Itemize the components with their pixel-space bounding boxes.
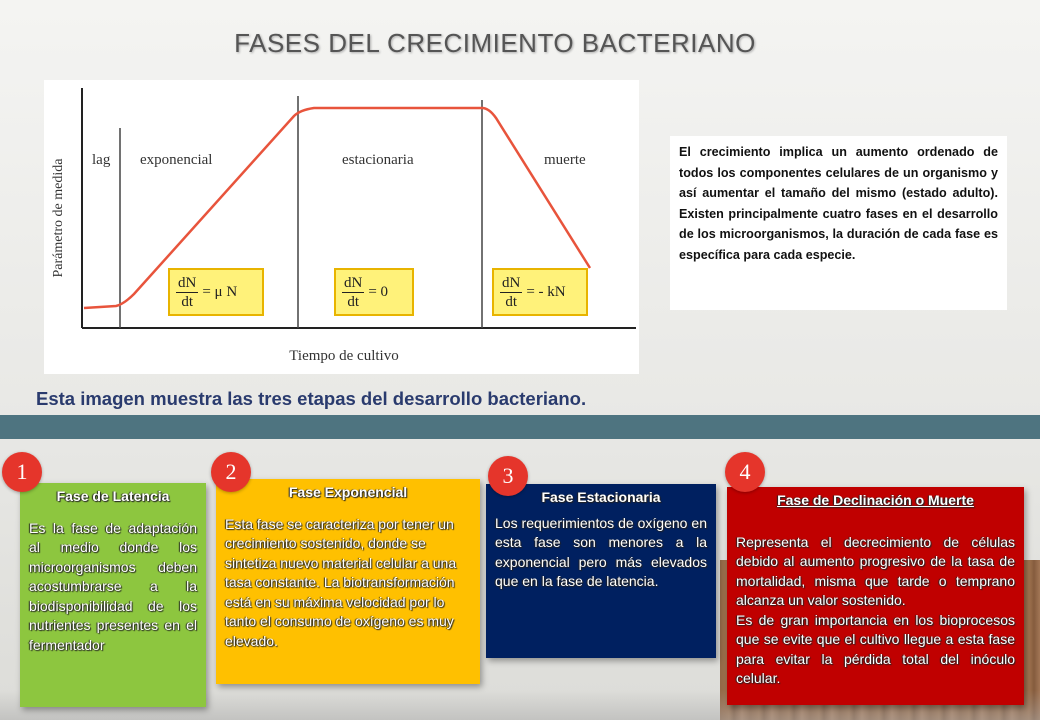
card-body: Es la fase de adaptación al medio donde los microorganismos deben acostumbrarse a la biodisponibilidad de los nutrientes presentes en el fermentador: [29, 519, 197, 653]
page-title: FASES DEL CRECIMIENTO BACTERIANO: [234, 28, 756, 58]
x-axis-label: Tiempo de cultivo: [289, 348, 399, 364]
badge-2: 2: [211, 452, 251, 492]
info-box: El crecimiento implica un aumento ordenado de todos los componentes celulares de un organismo y así aumentar el tamaño del mismo (estado adulto). Existen principalmente cuatro fases en el desarrollo de los microorganismos, la duración de cada fase es específica para cada especie.: [670, 136, 1007, 310]
growth-curve-graph: [44, 80, 639, 374]
card-latency: [20, 483, 206, 707]
card-body-2: Es de gran importancia en los bioprocesos que se evite que el cultivo llegue a esta fase para evitar la pérdida total del inóculo celular.: [736, 611, 1015, 686]
card-exponential: [216, 479, 480, 684]
card-title: Fase Exponencial: [288, 484, 408, 500]
growth-curve-svg: [44, 80, 639, 374]
formula-stationary: $\frac{dN}{dt}$ = 0: [334, 268, 414, 316]
card-body: Representa el decrecimiento de células debido al aumento progresivo de la tasa de mortalidad, misma que tarde o temprano alcanza un valor sostenido.: [736, 533, 1015, 608]
formula-death: $\frac{dN}{dt}$ = - kN: [492, 268, 588, 316]
card-body: Los requerimientos de oxígeno en esta fase son menores a la exponencial pero más elevados que en la fase de latencia.: [495, 514, 707, 589]
card-title: Fase de Latencia: [56, 488, 170, 504]
formula-exponential: $\frac{dN}{dt}$ = μ N: [168, 268, 264, 316]
phase-label-stationary: estacionaria: [342, 152, 414, 168]
card-death: [727, 487, 1024, 705]
badge-4: 4: [725, 452, 765, 492]
badge-1: 1: [2, 452, 42, 492]
phase-label-lag: lag: [92, 152, 111, 168]
badge-3: 3: [488, 456, 528, 496]
subtitle: Esta imagen muestra las tres etapas del desarrollo bacteriano.: [36, 388, 587, 409]
card-stationary: [486, 484, 716, 658]
card-body: Esta fase se caracteriza por tener un crecimiento sostenido, donde se sintetiza nuevo material celular a una tasa constante. La biotransformación está en su máxima velocidad por lo tanto el consumo de oxígeno es muy elevado.: [225, 515, 457, 649]
divider-band: [0, 415, 1040, 439]
card-title: Fase Estacionaria: [541, 489, 661, 505]
phase-label-exponential: exponencial: [140, 152, 213, 168]
y-axis-label: Parámetro de medida: [51, 158, 66, 278]
phase-label-death: muerte: [544, 152, 586, 168]
card-title: Fase de Declinación o Muerte: [777, 492, 974, 508]
